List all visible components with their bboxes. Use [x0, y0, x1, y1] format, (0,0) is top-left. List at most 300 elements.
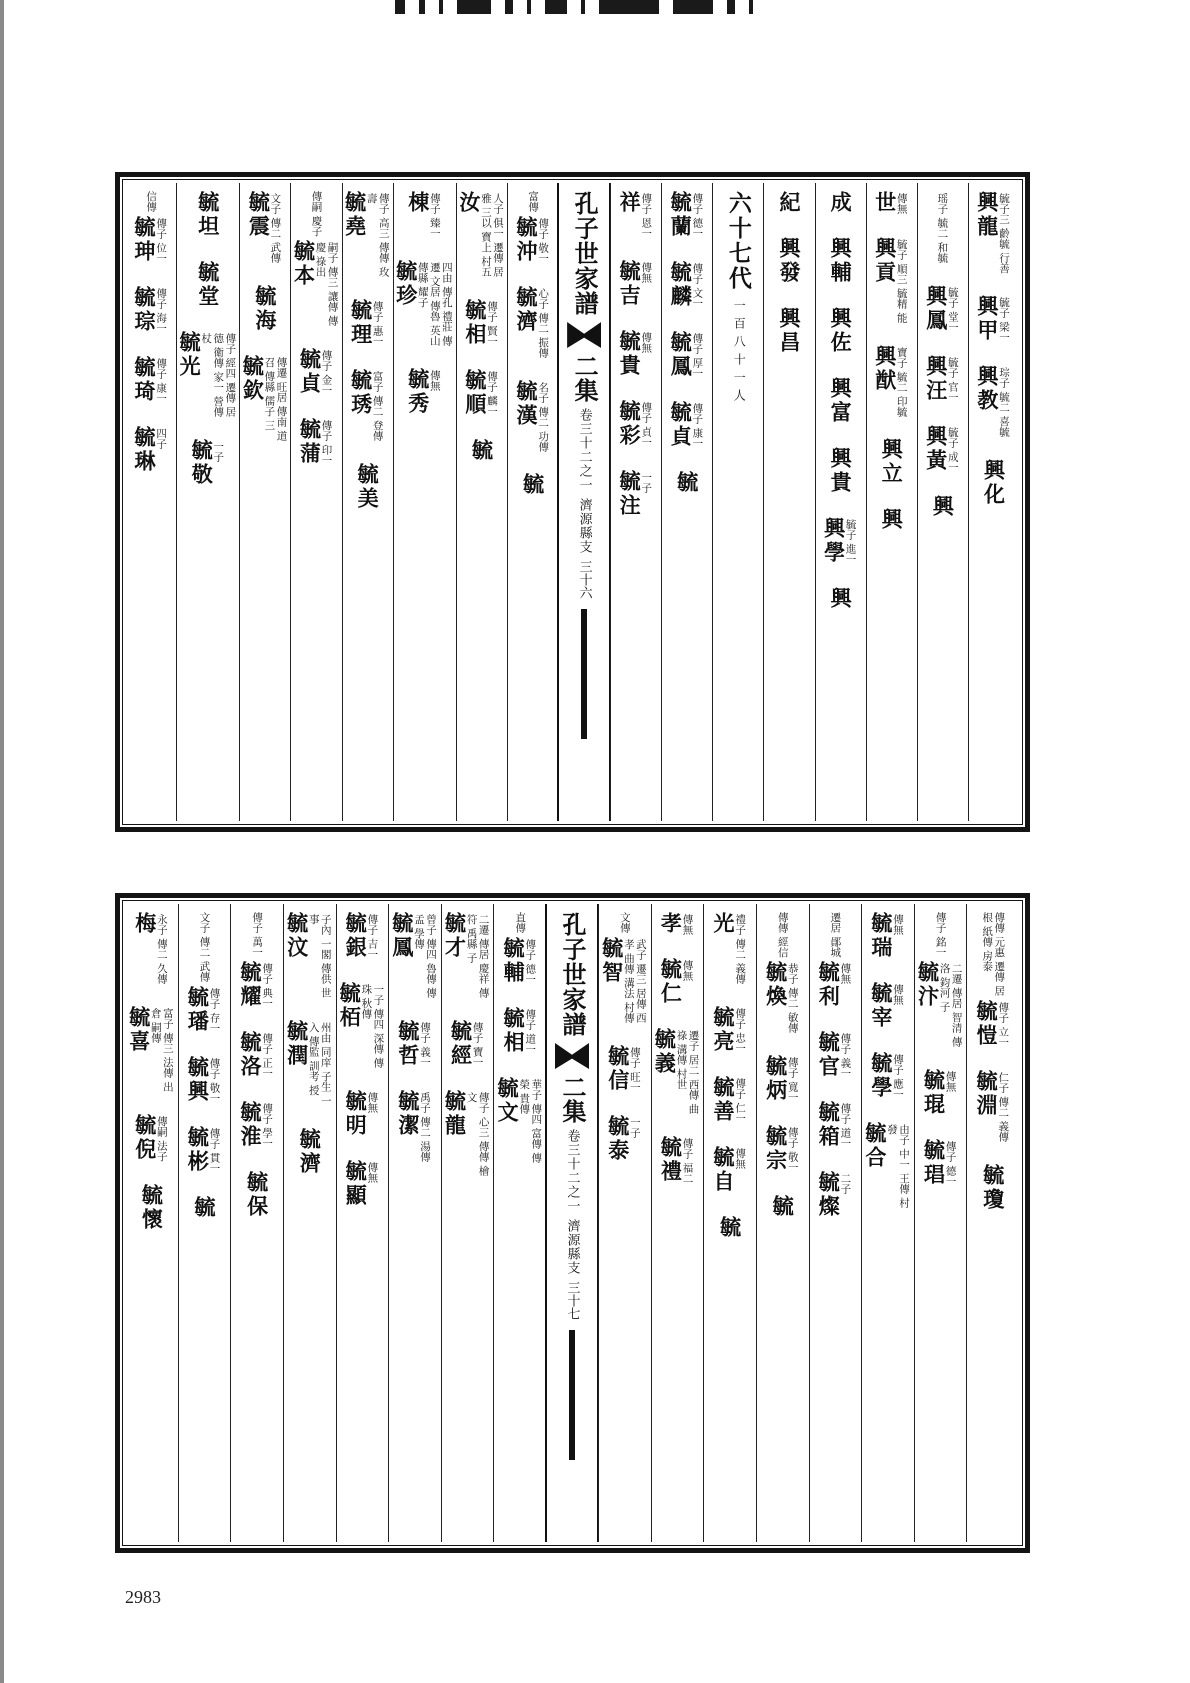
genealogy-entry — [818, 961, 852, 1009]
person-annotation: 寶子 毓二 印毓 — [895, 346, 908, 417]
person-name: 興富 — [828, 377, 854, 425]
genealogy-column — [815, 183, 866, 821]
column-lead-note: 傳傳 元惠 遷傳 居根 紙傳 房泰 — [981, 912, 1006, 996]
person-name: 毓利 — [816, 961, 842, 1010]
person-name: 毓震 — [246, 191, 272, 239]
genealogy-entry — [345, 1090, 379, 1138]
person-name: 毓保 — [244, 1171, 270, 1220]
genealogy-column — [598, 904, 651, 1542]
person-annotation: 武子 遷三 居傳 西孝 曲傳 溝法 村傳 — [622, 939, 647, 1023]
person-name: 祥 — [617, 191, 643, 215]
person-name: 毓坦 — [195, 191, 221, 239]
person-annotation: 傳子 麟一 — [485, 371, 498, 417]
genealogy-entry — [299, 418, 333, 466]
person-name: 毓琮 — [132, 286, 158, 334]
person-name: 毓注 — [617, 470, 643, 519]
genealogy-column — [456, 183, 507, 821]
genealogy-entry — [469, 439, 495, 463]
person-name: 毓鳳 — [668, 331, 694, 379]
genealogy-entry — [516, 216, 550, 264]
genealogy-entry — [605, 1045, 642, 1093]
genealogy-column — [703, 904, 756, 1542]
person-annotation: 琮子 毓二 喜毓 — [997, 367, 1010, 437]
person-annotation: 一子 — [212, 441, 225, 462]
person-annotation: 遷子 居二 西傳 曲祿 溝傳 村世 — [675, 1030, 700, 1114]
person-annotation: 禮子 傳二 義傳 — [734, 914, 747, 984]
genealogy-entry — [974, 365, 1011, 437]
person-name: 毓蒲 — [297, 418, 323, 467]
column-lead-note: 文傳 — [618, 912, 631, 933]
branch-label: 濟源縣支 — [576, 498, 592, 554]
person-name: 毓才 — [442, 912, 468, 960]
genealogy-entry — [976, 1070, 1010, 1142]
person-name: 毓欽 — [240, 354, 266, 403]
branch-label: 濟源縣支 — [564, 1219, 580, 1275]
person-name: 毓亮 — [711, 1005, 737, 1054]
genealogy-column — [176, 183, 239, 821]
generation-heading: 六十七代 — [724, 191, 752, 291]
person-name: 毓濟 — [297, 1128, 323, 1176]
person-annotation: 傳無 — [839, 963, 852, 985]
person-name: 毓禮 — [658, 1136, 684, 1184]
genealogy-entry — [660, 912, 694, 936]
person-name: 毓光 — [177, 331, 203, 379]
genealogy-entry — [134, 426, 168, 474]
genealogy-entry — [619, 470, 653, 518]
genealogy-entry — [240, 1101, 274, 1149]
person-annotation: 傳子 旺一 — [628, 1047, 641, 1093]
person-name: 毓本 — [291, 240, 317, 289]
genealogy-entry — [923, 284, 960, 333]
person-name: 毓興 — [185, 1055, 211, 1104]
person-annotation: 毓子 進一 — [844, 519, 857, 565]
person-name: 毓龍 — [442, 1090, 468, 1138]
genealogy-entry — [828, 447, 854, 495]
person-name: 興輔 — [828, 237, 854, 285]
person-annotation: 傳子 典一 — [261, 963, 274, 1009]
genealogy-entry — [240, 961, 274, 1009]
genealogy-entry — [348, 369, 385, 441]
person-name: 毓箱 — [816, 1101, 842, 1150]
genealogy-column — [393, 183, 456, 821]
genealogy-entry — [299, 348, 333, 396]
person-annotation: 一子 傳四 深傳 傳珠 秋傳 — [360, 984, 385, 1068]
genealogy-entry — [872, 237, 909, 323]
person-name: 毓智 — [599, 937, 625, 985]
genealogy-entry — [763, 961, 800, 1034]
person-name: 毓琩 — [921, 1139, 947, 1188]
genealogy-entry — [132, 1113, 169, 1162]
genealogy-entry — [868, 1052, 905, 1100]
genealogy-entry — [818, 1171, 852, 1219]
genealogy-entry — [355, 462, 381, 511]
person-name: 毓潔 — [395, 1090, 421, 1138]
person-name: 毓學 — [868, 1052, 894, 1100]
genealogy-entry — [242, 355, 288, 441]
person-annotation: 傳子 福二 — [681, 1138, 694, 1184]
panel-columns — [126, 904, 1019, 1542]
column-lead-note: 遷居 鄖城 — [829, 912, 842, 958]
volume-label: 二集 — [558, 1075, 587, 1123]
genealogy-entry — [448, 1020, 485, 1068]
person-name: 毓琦 — [132, 356, 158, 404]
center-margin-column — [545, 904, 598, 1542]
genealogy-entry — [619, 330, 653, 378]
person-annotation: 傳無 — [640, 262, 653, 284]
person-annotation: 傳無 — [891, 984, 904, 1005]
person-annotation: 毓子 官一 — [946, 356, 959, 403]
genealogy-column — [493, 904, 546, 1542]
genealogy-entry — [974, 295, 1011, 344]
person-name: 毓 — [191, 1195, 217, 1220]
page-number: 2983 — [125, 1587, 161, 1607]
column-lead-note: 富傳 — [527, 191, 540, 212]
person-annotation: 由子 中一 王傳 村發 — [885, 1124, 910, 1208]
person-annotation: 傳子 義一 — [418, 1022, 431, 1068]
genealogy-entry — [619, 260, 653, 308]
person-name: 毓煥 — [763, 961, 789, 1010]
person-annotation: 禹子 傳二 湯傳 — [418, 1092, 431, 1162]
book-title: 孔子世家譜 — [558, 912, 587, 1037]
person-name: 毓麟 — [668, 261, 694, 309]
genealogy-column — [968, 183, 1019, 821]
person-name: 毓相 — [462, 299, 488, 347]
person-name: 毓琨 — [921, 1069, 947, 1118]
person-annotation: 傳子 臻一 — [428, 193, 441, 239]
person-annotation: 州由 同庠 子生 一入 傳監 訓考 授 — [307, 1022, 332, 1106]
person-annotation: 傳子 正一 — [261, 1033, 274, 1079]
person-name: 毓炳 — [763, 1055, 789, 1104]
genealogy-column — [861, 904, 914, 1542]
column-lead-note: 信傳 — [145, 191, 158, 212]
person-name: 毓珍 — [393, 260, 419, 309]
person-annotation: 傳子 德一 — [524, 939, 537, 985]
person-name: 毓秀 — [405, 368, 431, 417]
person-annotation: 四由 傳孔 禮莊 傳遷 文居 傳魯 英山 傳縣 耀子 — [416, 262, 453, 346]
person-name: 光 — [711, 912, 737, 936]
person-name: 興龍 — [974, 191, 1000, 239]
person-name: 毓珅 — [132, 216, 158, 264]
genealogy-entry — [717, 1215, 743, 1240]
genealogy-entry — [619, 400, 653, 448]
genealogy-entry — [930, 494, 956, 519]
person-name: 興 — [930, 494, 956, 519]
person-annotation: 傳子 存一 — [208, 987, 221, 1034]
genealogy-column — [336, 904, 389, 1542]
person-name: 毓哲 — [395, 1020, 421, 1068]
genealogy-column — [126, 904, 178, 1542]
genealogy-column — [712, 183, 763, 821]
genealogy-entry — [252, 284, 278, 333]
person-name: 汝 — [456, 191, 482, 215]
person-name: 毓淮 — [238, 1101, 264, 1150]
person-annotation: 傳子 寶一 — [471, 1022, 484, 1068]
person-name: 興 — [879, 508, 905, 533]
genealogy-entry — [921, 1139, 958, 1188]
person-annotation: 傳子 敬一 — [208, 1057, 221, 1104]
person-name: 棟 — [405, 191, 431, 215]
genealogy-column — [809, 904, 862, 1542]
person-annotation: 傳無 — [366, 1092, 379, 1113]
person-name: 毓耀 — [238, 961, 264, 1010]
genealogy-entry — [713, 912, 747, 984]
person-name: 毓合 — [862, 1122, 888, 1170]
genealogy-entry — [779, 237, 800, 285]
person-annotation: 傳無 — [640, 332, 653, 354]
person-name: 毓瑞 — [868, 912, 894, 960]
genealogy-entry — [520, 473, 546, 498]
genealogy-entry — [462, 369, 499, 417]
person-name: 毓自 — [711, 1145, 737, 1194]
juan-label: 卷三十二之一 — [576, 408, 592, 492]
person-name: 毓吉 — [617, 260, 643, 309]
person-name: 毓璠 — [185, 985, 211, 1034]
person-name: 興化 — [981, 458, 1007, 507]
genealogy-column — [507, 183, 558, 821]
person-annotation: 二子 — [839, 1173, 852, 1195]
person-annotation: 傳子 貞一 — [640, 402, 653, 448]
genealogy-entry — [670, 401, 704, 449]
genealogy-entry — [187, 1056, 221, 1104]
person-annotation: 傳子 賢一 — [485, 301, 498, 347]
person-name: 興黃 — [923, 424, 949, 473]
person-name: 毓相 — [501, 1007, 527, 1055]
generation-count: 一百八十一人 — [732, 299, 747, 407]
person-annotation: 傳無 — [681, 914, 694, 935]
genealogy-entry — [339, 982, 385, 1068]
genealogy-entry — [497, 1077, 543, 1163]
column-lead-note: 傳傳 經信 — [776, 912, 789, 958]
genealogy-entry — [828, 377, 854, 425]
genealogy-entry — [670, 331, 704, 379]
person-annotation: 傳子 貫一 — [208, 1127, 221, 1174]
person-annotation: 恭子 傳二 敏傳 — [786, 963, 799, 1034]
person-annotation: 傳無 — [891, 914, 904, 935]
genealogy-column — [178, 904, 231, 1542]
genealogy-entry — [974, 191, 1011, 274]
person-name: 毓懷 — [139, 1183, 165, 1232]
column-lead-note: 傳子 銘一 — [934, 912, 947, 958]
genealogy-column — [756, 904, 809, 1542]
person-name: 毓潤 — [284, 1020, 310, 1068]
genealogy-entry — [442, 912, 491, 998]
genealogy-entry — [828, 307, 854, 355]
genealogy-entry — [879, 508, 905, 533]
genealogy-entry — [976, 1000, 1010, 1048]
person-annotation: 仁子 傳二 義傳 — [997, 1072, 1010, 1142]
juan-label: 卷三十二之一 — [564, 1129, 580, 1213]
genealogy-entry — [619, 191, 653, 238]
person-name: 毓琇 — [348, 369, 374, 417]
genealogy-entry — [763, 1055, 800, 1104]
genealogy-entry — [139, 1183, 165, 1232]
genealogy-entry — [770, 1195, 796, 1220]
person-annotation: 瑶子 毓二 和毓 — [936, 193, 949, 263]
person-name: 毓美 — [355, 462, 381, 511]
genealogy-entry — [195, 191, 221, 239]
person-annotation: 傳子 學一 — [261, 1103, 274, 1149]
genealogy-entry — [713, 1146, 747, 1194]
genealogy-entry — [818, 1101, 852, 1149]
person-annotation: 四子 — [155, 428, 168, 449]
person-annotation: 傳子 敬一 — [786, 1127, 799, 1173]
center-rule — [569, 1330, 575, 1460]
genealogy-column — [342, 183, 393, 821]
genealogy-entry — [462, 299, 499, 347]
column-lead-note: 傳子 萬一 — [251, 912, 264, 958]
genealogy-column — [283, 904, 336, 1542]
person-annotation: 毓子三 齡毓 行善 — [997, 193, 1010, 274]
person-name: 毓貴 — [617, 330, 643, 379]
person-annotation: 傳子 義一 — [839, 1033, 852, 1079]
person-name: 興發 — [777, 237, 802, 285]
person-annotation: 傳子 道一 — [524, 1009, 537, 1055]
person-name: 毓汴 — [915, 961, 941, 1010]
genealogy-entry — [779, 307, 800, 355]
person-annotation: 傳子 道一 — [839, 1103, 852, 1149]
person-name: 毓琳 — [132, 426, 158, 474]
person-annotation: 一子 — [628, 1117, 641, 1138]
person-annotation: 傳子 敬一 — [537, 218, 550, 264]
genealogy-entry — [670, 191, 704, 239]
person-annotation: 毓子 順三 毓精 能 — [895, 239, 908, 323]
person-name: 興汪 — [923, 354, 949, 403]
person-annotation: 傳子 海一 — [155, 288, 168, 334]
genealogy-column — [388, 904, 441, 1542]
genealogy-entry — [862, 1122, 911, 1208]
person-annotation: 傳無 — [366, 1162, 379, 1183]
genealogy-entry — [248, 191, 282, 263]
genealogy-entry — [828, 587, 854, 611]
genealogy-entry — [821, 517, 858, 565]
person-name: 成 — [828, 191, 854, 215]
person-annotation: 毓子 梁一 — [997, 297, 1010, 343]
person-name: 毓蘭 — [668, 191, 694, 239]
fishtail-ornament — [555, 1043, 589, 1069]
person-annotation: 名子 傳二 功傳 — [537, 381, 550, 452]
person-name: 毓輔 — [501, 937, 527, 985]
person-annotation: 傳子 德一 — [691, 193, 704, 239]
page-edge-rule — [0, 0, 4, 1683]
person-annotation: 富子 傳三 法傳 出倉 嗣傳 — [149, 1007, 174, 1092]
genealogy-entry — [599, 937, 648, 1023]
person-annotation: 傳子 立一 — [997, 1002, 1010, 1048]
person-annotation: 傳無 — [734, 1147, 747, 1169]
person-name: 孝 — [658, 912, 684, 936]
genealogy-entry — [244, 1171, 270, 1220]
person-name: 興貢 — [872, 237, 898, 285]
panel-columns — [126, 183, 1019, 821]
person-annotation: 傳無 — [895, 193, 908, 214]
person-name: 毓官 — [816, 1031, 842, 1080]
genealogy-entry — [660, 1136, 694, 1184]
person-annotation: 傳子 寬一 — [786, 1057, 799, 1103]
person-name: 毓漢 — [514, 379, 540, 428]
genealogy-column — [290, 183, 341, 821]
genealogy-entry — [921, 1069, 958, 1118]
genealogy-entry — [713, 1076, 747, 1124]
person-name: 毓明 — [343, 1090, 369, 1138]
genealogy-entry — [395, 1020, 432, 1068]
person-name: 毓經 — [448, 1020, 474, 1068]
genealogy-entry — [191, 1195, 217, 1220]
person-name: 毓濟 — [514, 286, 540, 334]
genealogy-entry — [915, 961, 964, 1047]
genealogy-entry — [389, 912, 438, 998]
genealogy-column — [610, 183, 661, 821]
genealogy-entry — [818, 1031, 852, 1079]
person-name: 興立 — [879, 438, 905, 487]
person-name: 毓宰 — [868, 982, 894, 1030]
genealogy-entry — [872, 191, 909, 215]
person-name: 毓文 — [495, 1077, 521, 1125]
person-name: 毓顯 — [343, 1160, 369, 1208]
genealogy-entry — [134, 216, 168, 264]
genealogy-entry — [936, 191, 949, 263]
person-annotation: 傳子 金一 — [320, 350, 333, 396]
person-annotation: 傳無 — [944, 1071, 957, 1093]
person-annotation: 傳嗣 法子 — [155, 1115, 168, 1162]
genealogy-entry — [868, 912, 905, 960]
volume-label: 二集 — [570, 354, 600, 402]
person-name: 毓愷 — [974, 1000, 1000, 1048]
person-name: 毓 — [469, 439, 495, 463]
genealogy-entry — [297, 1128, 323, 1176]
person-name: 毓淵 — [974, 1070, 1000, 1118]
person-name: 毓貞 — [668, 401, 694, 449]
person-name: 興 — [828, 587, 854, 611]
person-annotation: 華子 傳四 富傳 傳榮 貴傳 — [518, 1079, 543, 1163]
person-name: 毓瓊 — [980, 1163, 1006, 1212]
genealogy-column — [126, 183, 176, 821]
genealogy-column — [441, 904, 494, 1542]
genealogy-entry — [126, 1005, 175, 1092]
person-name: 毓海 — [252, 284, 278, 333]
genealogy-column — [239, 183, 290, 821]
person-name: 毓信 — [605, 1045, 631, 1093]
person-annotation: 傳子 康一 — [691, 403, 704, 449]
genealogy-column — [763, 183, 814, 821]
person-annotation: 富子 傳二 登傳 — [371, 371, 384, 441]
genealogy-entry — [134, 286, 168, 334]
person-annotation: 傳子 文一 — [691, 263, 704, 309]
person-annotation: 傳子 應一 — [891, 1054, 904, 1100]
leaf-number: 三十六 — [576, 560, 592, 599]
genealogy-entry — [195, 261, 221, 309]
person-name: 毓貞 — [297, 348, 323, 397]
person-name: 毓 — [520, 473, 546, 498]
person-name: 毓仁 — [658, 958, 684, 1006]
person-annotation: 心子 傳二 振傳 — [537, 288, 550, 358]
person-name: 毓燦 — [816, 1171, 842, 1220]
person-annotation: 文子 傳二 武傳 — [269, 193, 282, 263]
person-name: 毓 — [770, 1195, 796, 1220]
person-annotation: 傳子 惠一 — [371, 301, 384, 347]
column-lead-note: 傳嗣 慶子 — [310, 191, 323, 237]
genealogy-page-36 — [115, 172, 1030, 832]
genealogy-entry — [191, 439, 225, 487]
column-lead-note: 直傳 — [514, 912, 527, 933]
genealogy-entry — [674, 471, 700, 495]
person-name: 毓善 — [711, 1075, 737, 1124]
genealogy-entry — [828, 237, 854, 285]
person-name: 毓 — [674, 471, 700, 495]
genealogy-entry — [713, 1006, 747, 1054]
genealogy-column — [661, 183, 712, 821]
person-annotation: 傳子 恩一 — [640, 193, 653, 239]
genealogy-entry — [868, 982, 905, 1030]
person-annotation: 嗣子 傳三 讓傳 傳慶 祿出 — [314, 242, 339, 326]
